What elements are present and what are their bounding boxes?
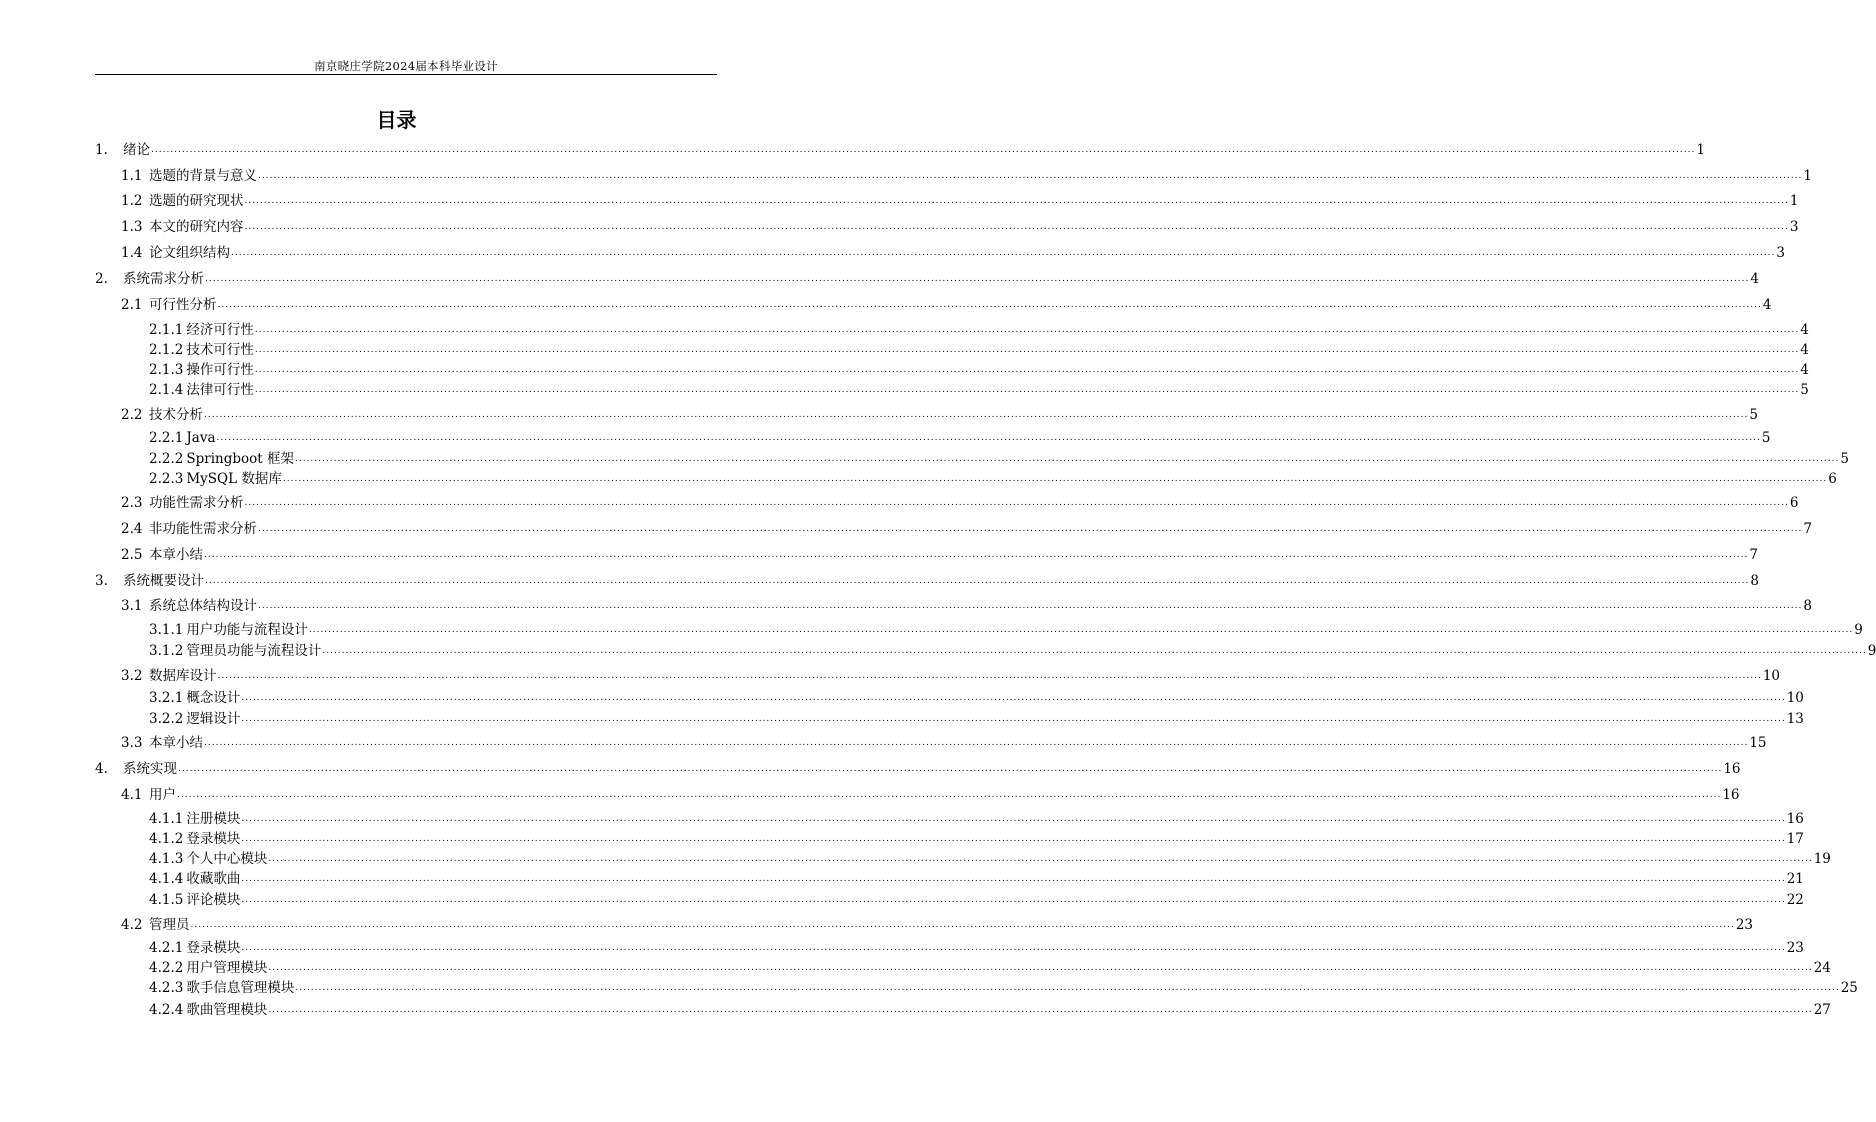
toc-entry-number: 3.1 [121,598,143,614]
toc-entry-page: 7 [1803,521,1812,537]
toc-entry[interactable] [149,690,1804,706]
toc-entry-page: 10 [1786,690,1804,706]
toc-leader-dots: ................................................................................................................................................................................................................................................................................................................................................................................................................ [268,1005,1813,1015]
toc-entry-label: 经济可行性 [186,322,254,338]
toc-entry-number: 2.1.4 [149,382,184,398]
toc-entry[interactable] [149,342,1809,358]
toc-entry-label: 本章小结 [149,735,203,751]
toc-entry-number: 2.1.3 [149,362,184,378]
toc-entry-page: 5 [1749,407,1758,423]
toc-entry-label: 收藏歌曲 [186,871,241,887]
toc-entry-number: 2.2.2 [149,451,184,467]
toc-entry[interactable] [121,787,1740,803]
toc-entry-number: 3.1.1 [149,622,184,638]
toc-entry-label: 系统实现 [123,761,177,777]
toc-entry-number: 2.1.2 [149,342,184,358]
toc-entry-number: 3.2.1 [149,690,184,706]
toc-entry-label: 登录模块 [186,940,241,956]
toc-entry[interactable] [121,168,1812,184]
toc-entry[interactable] [149,892,1804,908]
toc-entry-label: MySQL 数据库 [186,471,282,487]
toc-leader-dots: ................................................................................................................................................................................................................................................................................................................................................................................................................ [241,874,1786,884]
toc-leader-dots: ................................................................................................................................................................................................................................................................................................................................................................................................................ [204,550,1749,560]
toc-entry-number: 2.1 [121,297,143,313]
toc-leader-dots: ................................................................................................................................................................................................................................................................................................................................................................................................................ [254,365,1800,375]
toc-entry[interactable] [149,430,1771,446]
toc-leader-dots: ................................................................................................................................................................................................................................................................................................................................................................................................................ [268,963,1813,973]
toc-entry-label: 非功能性需求分析 [149,521,257,537]
toc-entry-page: 4 [1800,322,1809,338]
toc-entry-label: Springboot 框架 [186,451,294,467]
toc-entry-number: 3.1.2 [149,643,184,659]
toc-entry-page: 6 [1828,471,1837,487]
toc-entry[interactable] [121,547,1758,563]
toc-entry-number: 4.1.5 [149,892,184,908]
toc-entry-page: 15 [1749,735,1767,751]
toc-leader-dots: ................................................................................................................................................................................................................................................................................................................................................................................................................ [205,576,1750,586]
toc-entry[interactable] [121,668,1781,684]
toc-entry-number: 4.1.3 [149,851,184,867]
toc-entry[interactable] [149,1002,1831,1018]
toc-entry[interactable] [149,940,1804,956]
toc-entry-number: 2.2.3 [149,471,184,487]
toc-entry-page: 3 [1776,245,1785,261]
toc-leader-dots: ................................................................................................................................................................................................................................................................................................................................................................................................................ [205,274,1750,284]
toc-title: 目录 [376,108,417,132]
toc-entry[interactable] [121,297,1772,313]
toc-entry-page: 1 [1803,168,1812,184]
toc-entry[interactable] [149,851,1831,867]
toc-leader-dots: ................................................................................................................................................................................................................................................................................................................................................................................................................ [282,474,1828,484]
toc-entry-label: 功能性需求分析 [149,495,244,511]
toc-leader-dots: ................................................................................................................................................................................................................................................................................................................................................................................................................ [217,300,1762,310]
toc-entry-label: 技术可行性 [186,342,254,358]
toc-entry-page: 8 [1803,598,1812,614]
toc-leader-dots: ................................................................................................................................................................................................................................................................................................................................................................................................................ [254,345,1800,355]
toc-leader-dots: ................................................................................................................................................................................................................................................................................................................................................................................................................ [241,834,1786,844]
toc-entry-label: 管理员功能与流程设计 [186,643,322,659]
toc-leader-dots: ................................................................................................................................................................................................................................................................................................................................................................................................................ [241,943,1786,953]
toc-entry-label: 评论模块 [186,892,241,908]
toc-entry-label: 操作可行性 [186,362,254,378]
toc-entry-label: 系统概要设计 [123,573,204,589]
toc-entry-page: 16 [1723,761,1741,777]
toc-entry-number: 4.1.4 [149,871,184,887]
toc-entry-page: 16 [1722,787,1740,803]
toc-leader-dots: ................................................................................................................................................................................................................................................................................................................................................................................................................ [258,171,1803,181]
toc-leader-dots: ................................................................................................................................................................................................................................................................................................................................................................................................................ [216,433,1761,443]
toc-entry-page: 21 [1786,871,1804,887]
toc-entry-page: 4 [1762,297,1772,313]
toc-leader-dots: ................................................................................................................................................................................................................................................................................................................................................................................................................ [241,814,1786,824]
toc-entry-number: 3. [95,573,108,589]
toc-entry-page: 5 [1800,382,1809,398]
toc-entry[interactable] [95,573,1759,589]
toc-entry-number: 4.2.2 [149,960,184,976]
toc-leader-dots: ................................................................................................................................................................................................................................................................................................................................................................................................................ [178,764,1723,774]
toc-entry-page: 23 [1786,940,1804,956]
toc-entry-number: 4. [95,761,108,777]
toc-entry-number: 4.2.1 [149,940,184,956]
toc-entry-page: 23 [1735,917,1754,933]
toc-entry-number: 4.1.1 [149,811,184,827]
toc-entry-number: 3.3 [121,735,143,751]
toc-leader-dots: ................................................................................................................................................................................................................................................................................................................................................................................................................ [241,693,1786,703]
toc-entry[interactable] [121,219,1799,235]
toc-leader-dots: ................................................................................................................................................................................................................................................................................................................................................................................................................ [294,454,1840,464]
page-header: 南京晓庄学院2024届本科毕业设计 [314,59,498,73]
toc-entry[interactable] [95,142,1705,158]
toc-entry[interactable] [149,322,1809,338]
toc-entry[interactable] [121,193,1799,209]
toc-entry[interactable] [149,643,1876,659]
toc-entry-label: 用户管理模块 [186,960,268,976]
toc-entry-label: 法律可行性 [186,382,254,398]
toc-entry-label: 本章小结 [149,547,203,563]
toc-leader-dots: ................................................................................................................................................................................................................................................................................................................................................................................................................ [190,920,1735,930]
toc-entry[interactable] [149,871,1804,887]
toc-entry[interactable] [149,980,1858,996]
toc-entry-label: 本文的研究内容 [149,219,244,235]
toc-entry-number: 2.3 [121,495,143,511]
toc-entry-label: 选题的研究现状 [149,193,244,209]
toc-entry-number: 1.3 [121,219,143,235]
toc-entry-page: 1 [1789,193,1799,209]
toc-leader-dots: ................................................................................................................................................................................................................................................................................................................................................................................................................ [244,222,1789,232]
toc-leader-dots: ................................................................................................................................................................................................................................................................................................................................................................................................................ [308,625,1854,635]
toc-leader-dots: ................................................................................................................................................................................................................................................................................................................................................................................................................ [322,646,1867,656]
toc-entry[interactable] [149,960,1831,976]
toc-entry-number: 4.1 [121,787,143,803]
toc-entry-number: 4.2 [121,917,143,933]
toc-entry[interactable] [149,831,1804,847]
toc-entry-number: 2.4 [121,521,143,537]
toc-entry-label: 歌曲管理模块 [186,1002,268,1018]
toc-entry-page: 10 [1762,668,1781,684]
toc-entry-page: 4 [1750,271,1759,287]
toc-leader-dots: ................................................................................................................................................................................................................................................................................................................................................................................................................ [254,385,1800,395]
toc-leader-dots: ................................................................................................................................................................................................................................................................................................................................................................................................................ [295,983,1840,993]
toc-entry-number: 2. [95,271,108,287]
toc-entry-number: 4.1.2 [149,831,184,847]
toc-entry-label: 个人中心模块 [186,851,268,867]
toc-entry-label: 注册模块 [186,811,241,827]
toc-entry-page: 24 [1813,960,1831,976]
toc-entry-number: 2.2.1 [149,430,184,446]
toc-entry-page: 4 [1800,362,1809,378]
toc-entry-page: 22 [1786,892,1804,908]
toc-entry-label: 概念设计 [186,690,241,706]
toc-leader-dots: ................................................................................................................................................................................................................................................................................................................................................................................................................ [231,248,1776,258]
toc-entry-label: 绪论 [123,142,150,158]
toc-entry[interactable] [121,245,1785,261]
toc-leader-dots: ................................................................................................................................................................................................................................................................................................................................................................................................................ [204,738,1749,748]
toc-entry[interactable] [149,382,1809,398]
toc-entry-page: 19 [1813,851,1831,867]
toc-leader-dots: ................................................................................................................................................................................................................................................................................................................................................................................................................ [151,145,1696,155]
toc-entry-page: 25 [1840,980,1858,996]
toc-entry-label: 逻辑设计 [186,711,241,727]
toc-leader-dots: ................................................................................................................................................................................................................................................................................................................................................................................................................ [244,498,1789,508]
toc-entry-number: 2.1.1 [149,322,184,338]
toc-entry-label: 管理员 [149,917,190,933]
toc-entry[interactable] [149,811,1804,827]
toc-entry-number: 1.1 [121,168,143,184]
toc-entry-page: 9 [1854,622,1863,638]
toc-entry-page: 5 [1840,451,1849,467]
toc-entry-number: 1. [95,142,108,158]
toc-entry-page: 27 [1813,1002,1831,1018]
toc-entry-page: 13 [1786,711,1804,727]
toc-leader-dots: ................................................................................................................................................................................................................................................................................................................................................................................................................ [258,601,1803,611]
toc-entry-page: 1 [1696,142,1705,158]
toc-entry-label: 技术分析 [149,407,203,423]
toc-leader-dots: ................................................................................................................................................................................................................................................................................................................................................................................................................ [254,325,1800,335]
toc-entry-label: 数据库设计 [149,668,217,684]
toc-entry[interactable] [95,761,1741,777]
toc-entry-label: 登录模块 [186,831,241,847]
toc-entry[interactable] [149,451,1849,467]
toc-entry-page: 3 [1789,219,1799,235]
toc-entry[interactable] [149,362,1809,378]
toc-leader-dots: ................................................................................................................................................................................................................................................................................................................................................................................................................ [177,790,1722,800]
toc-entry[interactable] [95,271,1759,287]
toc-entry-page: 17 [1786,831,1804,847]
toc-entry-label: 选题的背景与意义 [149,168,257,184]
toc-entry-number: 3.2.2 [149,711,184,727]
toc-entry-number: 4.2.4 [149,1002,184,1018]
toc-entry-page: 6 [1789,495,1799,511]
toc-entry-label: 可行性分析 [149,297,217,313]
toc-entry[interactable] [121,521,1812,537]
toc-entry-label: 用户功能与流程设计 [186,622,308,638]
toc-entry-label: 论文组织结构 [149,245,230,261]
toc-leader-dots: ................................................................................................................................................................................................................................................................................................................................................................................................................ [217,671,1762,681]
toc-entry-label: 歌手信息管理模块 [186,980,295,996]
toc-entry-number: 3.2 [121,668,143,684]
toc-entry[interactable] [149,711,1804,727]
header-divider [95,74,717,75]
toc-entry-number: 1.2 [121,193,143,209]
toc-entry[interactable] [149,471,1837,487]
toc-entry[interactable] [121,735,1767,751]
toc-entry[interactable] [121,917,1754,933]
toc-leader-dots: ................................................................................................................................................................................................................................................................................................................................................................................................................ [268,854,1813,864]
toc-entry-page: 16 [1786,811,1804,827]
toc-entry-page: 7 [1749,547,1758,563]
toc-entry-page: 5 [1761,430,1771,446]
toc-entry[interactable] [121,598,1812,614]
toc-entry-page: 4 [1800,342,1809,358]
toc-entry-page: 9 [1867,643,1876,659]
toc-leader-dots: ................................................................................................................................................................................................................................................................................................................................................................................................................ [258,524,1803,534]
toc-leader-dots: ................................................................................................................................................................................................................................................................................................................................................................................................................ [241,895,1786,905]
toc-entry-label: 用户 [149,787,176,803]
toc-entry-label: 系统需求分析 [123,271,204,287]
toc-entry-label: Java [186,430,216,446]
toc-entry[interactable] [121,495,1799,511]
toc-entry-label: 系统总体结构设计 [149,598,257,614]
toc-entry-number: 4.2.3 [149,980,184,996]
toc-leader-dots: ................................................................................................................................................................................................................................................................................................................................................................................................................ [204,410,1749,420]
toc-entry[interactable] [149,622,1863,638]
toc-entry-number: 1.4 [121,245,143,261]
toc-leader-dots: ................................................................................................................................................................................................................................................................................................................................................................................................................ [244,196,1789,206]
toc-entry[interactable] [121,407,1758,423]
toc-leader-dots: ................................................................................................................................................................................................................................................................................................................................................................................................................ [241,714,1786,724]
toc-entry-page: 8 [1750,573,1759,589]
toc-entry-number: 2.5 [121,547,143,563]
toc-entry-number: 2.2 [121,407,143,423]
